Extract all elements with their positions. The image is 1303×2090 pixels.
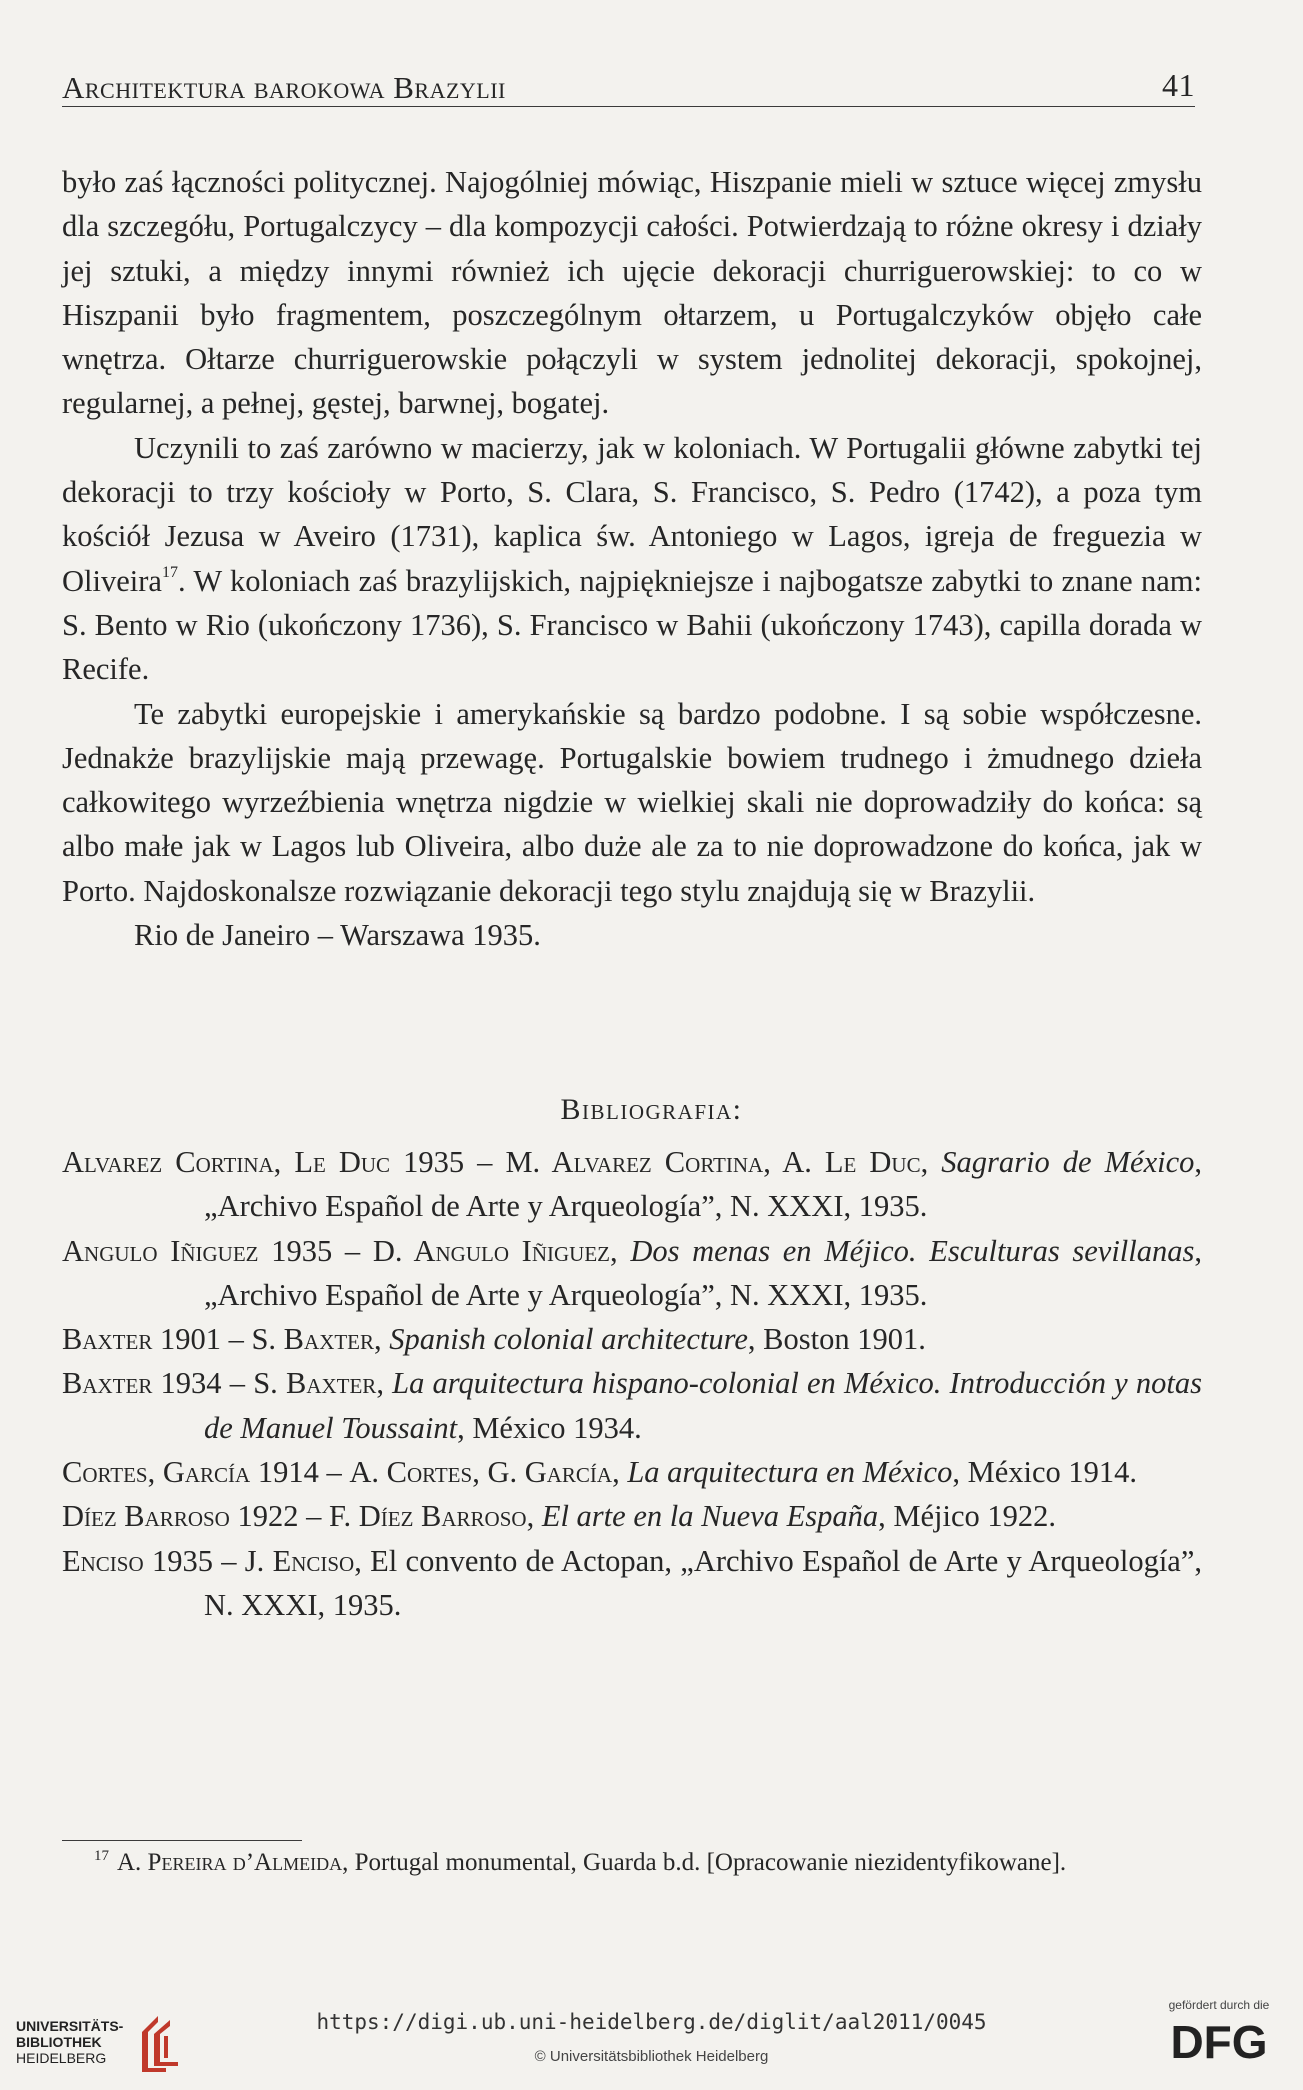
bibliography-entry bbox=[62, 1140, 1202, 1229]
bib-key: Díez Barroso bbox=[62, 1499, 230, 1534]
bib-rest: , México 1914. bbox=[952, 1455, 1137, 1490]
bib-separator: , bbox=[612, 1455, 628, 1490]
bib-key: Baxter bbox=[62, 1366, 153, 1401]
bib-title: Sagrario de México bbox=[941, 1145, 1195, 1179]
bibliography-heading: Bibliografia: bbox=[560, 1093, 743, 1126]
bib-year: 1922 – bbox=[229, 1499, 329, 1534]
bib-year: 1935 – bbox=[390, 1145, 506, 1179]
permalink-url[interactable]: https://digi.ub.uni-heidelberg.de/diglit/aal2011/0045 bbox=[316, 2010, 987, 2034]
bib-year: 1901 – bbox=[152, 1322, 252, 1357]
paragraph-2-text-b: . W koloniach zaś brazylijskich, najpiękniejsze i najbogatsze zabytki to znane nam: S. Bento w Rio (ukończony 1736), S. Francisco w Bahii (ukończony 1743), capilla dorada w Recife. bbox=[62, 563, 1202, 687]
bib-separator: , bbox=[920, 1145, 942, 1179]
bib-separator: , bbox=[374, 1322, 390, 1357]
bib-title: El arte en la Nueva España bbox=[541, 1499, 879, 1534]
bib-key: Angulo Iñiguez bbox=[62, 1233, 259, 1268]
bib-authors: A. Cortes, G. García bbox=[349, 1455, 613, 1490]
bib-rest: El convento de Actopan, „Archivo Español de Arte y Arqueología”, N. XXXI, 1935. bbox=[204, 1543, 1203, 1622]
copyright-text: © Universitätsbibliothek Heidelberg bbox=[534, 2048, 769, 2065]
bibliography-entry bbox=[62, 1361, 1202, 1450]
bibliography-entry bbox=[62, 1539, 1202, 1628]
bib-title: La arquitectura en México bbox=[627, 1455, 953, 1490]
footnote bbox=[62, 1845, 1202, 1881]
bibliography-entry bbox=[62, 1450, 1202, 1494]
bib-title: Spanish colonial architecture bbox=[389, 1322, 748, 1357]
footnote-text: , Portugal monumental, Guarda b.d. [Opracowanie niezidentyfikowane]. bbox=[342, 1849, 1067, 1876]
bib-title: La arquitectura hispano-colonial en México. Introducción y notas de Manuel Toussaint bbox=[204, 1366, 1202, 1445]
bib-year: 1935 – bbox=[143, 1543, 245, 1578]
bibliography-entry bbox=[62, 1229, 1202, 1318]
bib-separator: , bbox=[610, 1233, 631, 1268]
bib-authors: J. Enciso bbox=[244, 1543, 355, 1578]
paragraph-1: było zaś łączności politycznej. Najogólniej mówiąc, Hiszpanie mieli w sztuce więcej zmysłu dla szczegółu, Portugalczycy – dla kompozycji całości. Potwierdzają to różne okresy i działy jej sztuki, a między innymi również ich ujęcie dekoracji churriguerowskiej: to co w Hiszpanii było fragmentem, poszczególnym ołtarzem, u Portugalczyków objęło całe wnętrza. Ołtarze churriguerowskie połączyli w system jednolitej dekoracji, spokojnej, regularnej, a pełnej, gęstej, barwnej, bogatej. bbox=[62, 165, 1202, 421]
bibliography-list bbox=[62, 1140, 1202, 1627]
bib-year: 1914 – bbox=[250, 1455, 350, 1490]
page-number: 41 bbox=[1162, 67, 1195, 103]
footnote-author: A. Pereira d’Almeida bbox=[117, 1849, 343, 1876]
bibliography-entry bbox=[62, 1494, 1202, 1538]
bib-rest: , Boston 1901. bbox=[747, 1322, 926, 1357]
bib-rest: , „Archivo Español de Arte y Arqueología”, N. XXXI, 1935. bbox=[204, 1145, 1202, 1224]
bib-key: Enciso bbox=[62, 1543, 144, 1578]
bibliography-entry bbox=[62, 1317, 1202, 1361]
place-date: Rio de Janeiro – Warszawa 1935. bbox=[134, 918, 541, 953]
bib-authors: S. Baxter bbox=[251, 1322, 375, 1357]
bib-year: 1934 – bbox=[152, 1366, 254, 1401]
bib-rest: , México 1934. bbox=[457, 1410, 642, 1445]
bib-separator: , bbox=[526, 1499, 542, 1534]
bib-authors: M. Alvarez Cortina, A. Le Duc bbox=[505, 1145, 921, 1179]
bib-separator: , bbox=[354, 1543, 371, 1578]
footnote-number: 17 bbox=[94, 1848, 109, 1864]
bib-authors: S. Baxter bbox=[253, 1366, 377, 1401]
digitization-footer bbox=[0, 1990, 1303, 2090]
paragraph-2 bbox=[62, 426, 1202, 692]
sponsor-caption: gefördert durch die bbox=[1168, 1998, 1270, 2012]
body-text bbox=[62, 160, 1202, 957]
footnote-ref[interactable]: 17 bbox=[161, 563, 178, 581]
running-head bbox=[62, 66, 1195, 107]
bib-rest: , Méjico 1922. bbox=[878, 1499, 1057, 1534]
bib-rest: , „Archivo Español de Arte y Arqueología”, N. XXXI, 1935. bbox=[204, 1233, 1202, 1312]
footnote-rule bbox=[62, 1840, 302, 1841]
svg-text:DFG: DFG bbox=[1170, 2016, 1268, 2068]
bib-year: 1935 – bbox=[258, 1233, 373, 1268]
bib-key: Baxter bbox=[62, 1322, 153, 1357]
bib-authors: D. Angulo Iñiguez bbox=[372, 1233, 610, 1268]
bib-authors: F. Díez Barroso bbox=[328, 1499, 527, 1534]
bib-key: Cortes, García bbox=[62, 1455, 251, 1490]
paragraph-2-text-a: Uczynili to zaś zarówno w macierzy, jak w koloniach. W Portugalii główne zabytki tej dekoracji to trzy kościoły w Porto, S. Clara, S. Francisco, S. Pedro (1742), a poza tym kościół Jezusa w Aveiro (1731), kaplica św. Antoniego w Lagos, igreja de freguezia w Oliveira bbox=[62, 430, 1202, 598]
dfg-logo[interactable] bbox=[1159, 1998, 1279, 2078]
running-head-title: Architektura barokowa Brazylii bbox=[62, 70, 506, 105]
bib-key: Alvarez Cortina, Le Duc bbox=[62, 1145, 391, 1179]
bib-title: Dos menas en Méjico. Esculturas sevillanas bbox=[630, 1233, 1195, 1268]
paragraph-3: Te zabytki europejskie i amerykańskie są bardzo podobne. I są sobie współczesne. Jednakże brazylijskie mają przewagę. Portugalskie bowiem trudnego i żmudnego dzieła całkowitego wyrzeźbienia wnętrza nigdzie w wielkiej skali nie doprowadziły do końca: są albo małe jak w Lagos lub Oliveira, albo duże ale za to nie doprowadzone do końca, jak w Porto. Najdoskonalsze rozwiązanie dekoracji tego stylu znajdują się w Brazylii. bbox=[62, 696, 1202, 908]
bib-separator: , bbox=[376, 1366, 393, 1401]
library-name: UNIVERSITÄTS- BIBLIOTHEK HEIDELBERG bbox=[16, 2018, 124, 2066]
dfg-logo-icon bbox=[1159, 2012, 1279, 2068]
